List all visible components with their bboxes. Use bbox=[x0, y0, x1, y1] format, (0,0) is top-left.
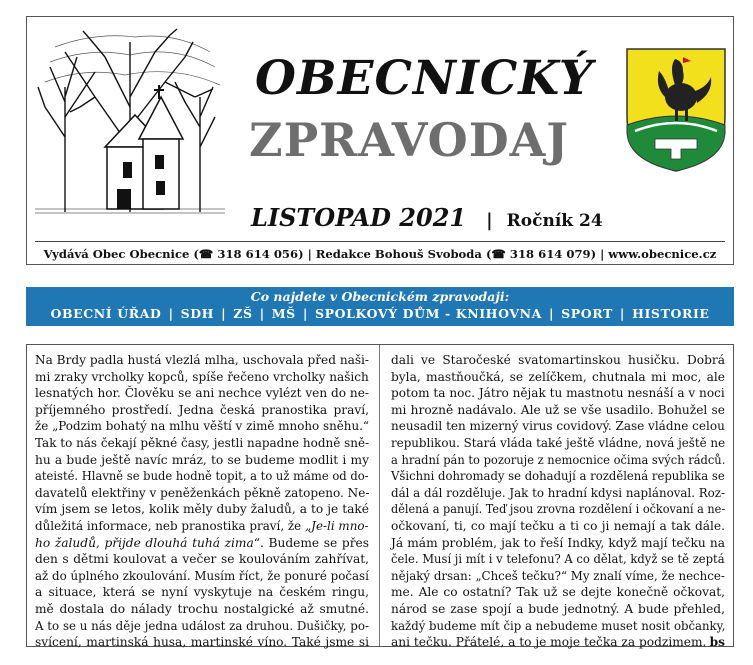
article-line: Všichni dohromady se dohadují a rozdělená republika se bbox=[391, 469, 725, 484]
article-line: a situace, která se nyní vyskytuje na českém ringu, bbox=[35, 585, 369, 600]
section-link-sport[interactable]: SPORT bbox=[561, 306, 613, 321]
issue-date: LISTOPAD 2021 bbox=[251, 203, 467, 232]
article-line: A to se u nás děje jedna událost za druhou. Dušičky, po- bbox=[35, 618, 370, 633]
article-line: dál a dál rozděluje. Jak to hradní kdysi naplánoval. Roz- bbox=[391, 485, 726, 500]
article-line: nějaký drsan: „Chceš tečku?“ My znalí víme, že nechce- bbox=[391, 568, 725, 583]
contents-bar bbox=[26, 287, 734, 326]
contents-separator: | bbox=[302, 306, 308, 321]
volume-number: Ročník 24 bbox=[506, 211, 603, 231]
section-link-sdh[interactable]: SDH bbox=[180, 306, 215, 321]
article-line: ateisté. Hlavně se bude hodně topit, a to už máme od do- bbox=[35, 469, 369, 484]
issue-separator: | bbox=[486, 210, 493, 231]
publisher-editor: Redakce Bohouš Svoboda (☎ 318 614 079) bbox=[315, 247, 597, 261]
article-line: národ se zase spojí a bude jednotný. A bude přehled, bbox=[391, 601, 725, 616]
title-line-1: OBECNICKÝ bbox=[255, 51, 594, 106]
article-line: a hradní pán to pozoruje z nemocnice očima svých rádců. bbox=[391, 452, 726, 467]
masthead bbox=[26, 16, 734, 265]
masthead-divider bbox=[35, 241, 725, 242]
article-line: byla, mastňoučká, se zelíčkem, chutnala mi moc, ale bbox=[391, 369, 725, 384]
article-line: svícení, martinská husa, martinské víno. Také jsme si bbox=[35, 635, 369, 650]
article-last-line bbox=[391, 634, 725, 651]
article-line: Tak to nás čekají pěkné časy, jestli napadne hodně sně- bbox=[35, 435, 370, 450]
contents-separator: | bbox=[619, 306, 626, 321]
author-signature: bs bbox=[709, 635, 725, 650]
article-text: ani tečku. Přátelé, a to je moje tečka za podzimem. bbox=[391, 635, 707, 650]
article-line: dali ve Staročeské svatomartinskou husičku. Dobrá bbox=[391, 353, 725, 367]
article-line-with-quote bbox=[35, 518, 369, 535]
article-line: každý budeme mít čip a nebudeme muset nosit občanky, bbox=[391, 618, 726, 633]
section-link-zs[interactable]: ZŠ bbox=[233, 306, 253, 321]
article-line: mi zraky vrcholky kopců, spíše řečeno vrcholky našich bbox=[35, 369, 369, 384]
article-line: potom ta noc. Játro nějak tu mastnotu nesnáší a v noci bbox=[391, 386, 725, 401]
contents-separator: | bbox=[548, 306, 555, 321]
article-line: hu a bude ještě navíc mráz, to se budeme modlit i my bbox=[35, 452, 369, 467]
article-line: davatelů elektřiny v peněženkách pěkně zatopeno. Ne- bbox=[35, 485, 370, 500]
proverb-quote: ho žaludů, přijde dlouhá tuhá zima bbox=[35, 535, 254, 550]
contents-links bbox=[26, 306, 734, 321]
article-line: mě dostala do nálady trochu nostalgické až smutné. bbox=[35, 601, 369, 616]
article-line: den s dětmi koulovat a večer se koulováním zahřívat, bbox=[35, 552, 369, 567]
article-line: Já mám problém, jak to řeší Indky, když mají tečku na bbox=[391, 535, 725, 550]
article-line: me. Ale co ostatní? Tak už se dejte konečně očkovat, bbox=[391, 585, 725, 600]
editorial-article bbox=[26, 344, 734, 650]
publisher-issuer: Vydává Obec Obecnice (☎ 318 614 056) bbox=[43, 247, 304, 261]
contents-separator: | bbox=[259, 306, 265, 321]
article-line: neusadil ten mizerný virus covidový. Zase vládne celou bbox=[391, 419, 725, 434]
section-link-ms[interactable]: MŠ bbox=[271, 306, 296, 321]
article-line: až do úplného zkoulování. Musím říct, že ponuré počasí bbox=[35, 568, 369, 583]
church-illustration bbox=[35, 27, 225, 215]
coat-of-arms-icon bbox=[625, 47, 727, 173]
issue-info bbox=[251, 203, 603, 232]
publisher-separator: | bbox=[600, 247, 605, 261]
article-line-with-quote bbox=[35, 535, 369, 552]
article-text: důležitá informace, neb pranostika praví, že bbox=[35, 518, 306, 533]
title-line-2: ZPRAVODAJ bbox=[249, 113, 570, 167]
article-column-left bbox=[35, 352, 369, 651]
article-line: lesnatých hor. Člověku se ani nechce vylézt ven do ne- bbox=[35, 386, 369, 401]
article-line: mi hrozně nadávalo. Ale už se vše usadilo. Bohužel se bbox=[391, 402, 725, 417]
section-link-historie[interactable]: HISTORIE bbox=[632, 306, 710, 321]
article-line: dělená a panují. Teď jsou zrovna rozdělení i očkovaní a ne- bbox=[391, 502, 726, 517]
column-divider bbox=[379, 345, 380, 646]
contents-separator: | bbox=[168, 306, 174, 321]
contents-title: Co najdete v Obecnickém zpravodaji: bbox=[250, 289, 510, 304]
article-line: vím jsem se letos, kolik měly duby žaludů, a to je také bbox=[35, 502, 369, 517]
publisher-line bbox=[27, 247, 733, 261]
publisher-separator: | bbox=[307, 247, 312, 261]
article-line: Na Brdy padla hustá vlezlá mlha, uschovala před naši- bbox=[35, 353, 370, 367]
section-link-obecni-urad[interactable]: OBECNÍ ÚŘAD bbox=[50, 306, 162, 321]
section-link-spolkovy-dum[interactable]: SPOLKOVÝ DŮM - KNIHOVNA bbox=[314, 306, 542, 321]
proverb-quote: „Je-li mno- bbox=[305, 518, 369, 533]
article-line: republikou. Stará vláda také ještě vládne, nová ještě ne bbox=[391, 435, 726, 450]
article-line: že „Podzim bohatý na mlhu věští v zimě mnoho sněhu.“ bbox=[35, 419, 370, 434]
article-text: “. Budeme se přes bbox=[253, 535, 369, 550]
website-link[interactable]: www.obecnice.cz bbox=[608, 247, 717, 261]
contents-separator: | bbox=[221, 306, 227, 321]
article-line: čele. Musí ji mít i v telefonu? A co dělat, když se tě zeptá bbox=[391, 552, 725, 567]
article-line: očkovaní, ti, co mají tečku a ti co ji nemají a tak dále. bbox=[391, 518, 725, 533]
article-line: příjemného prostředí. Jedna česká pranostika praví, bbox=[35, 402, 369, 417]
article-column-right bbox=[391, 352, 725, 651]
